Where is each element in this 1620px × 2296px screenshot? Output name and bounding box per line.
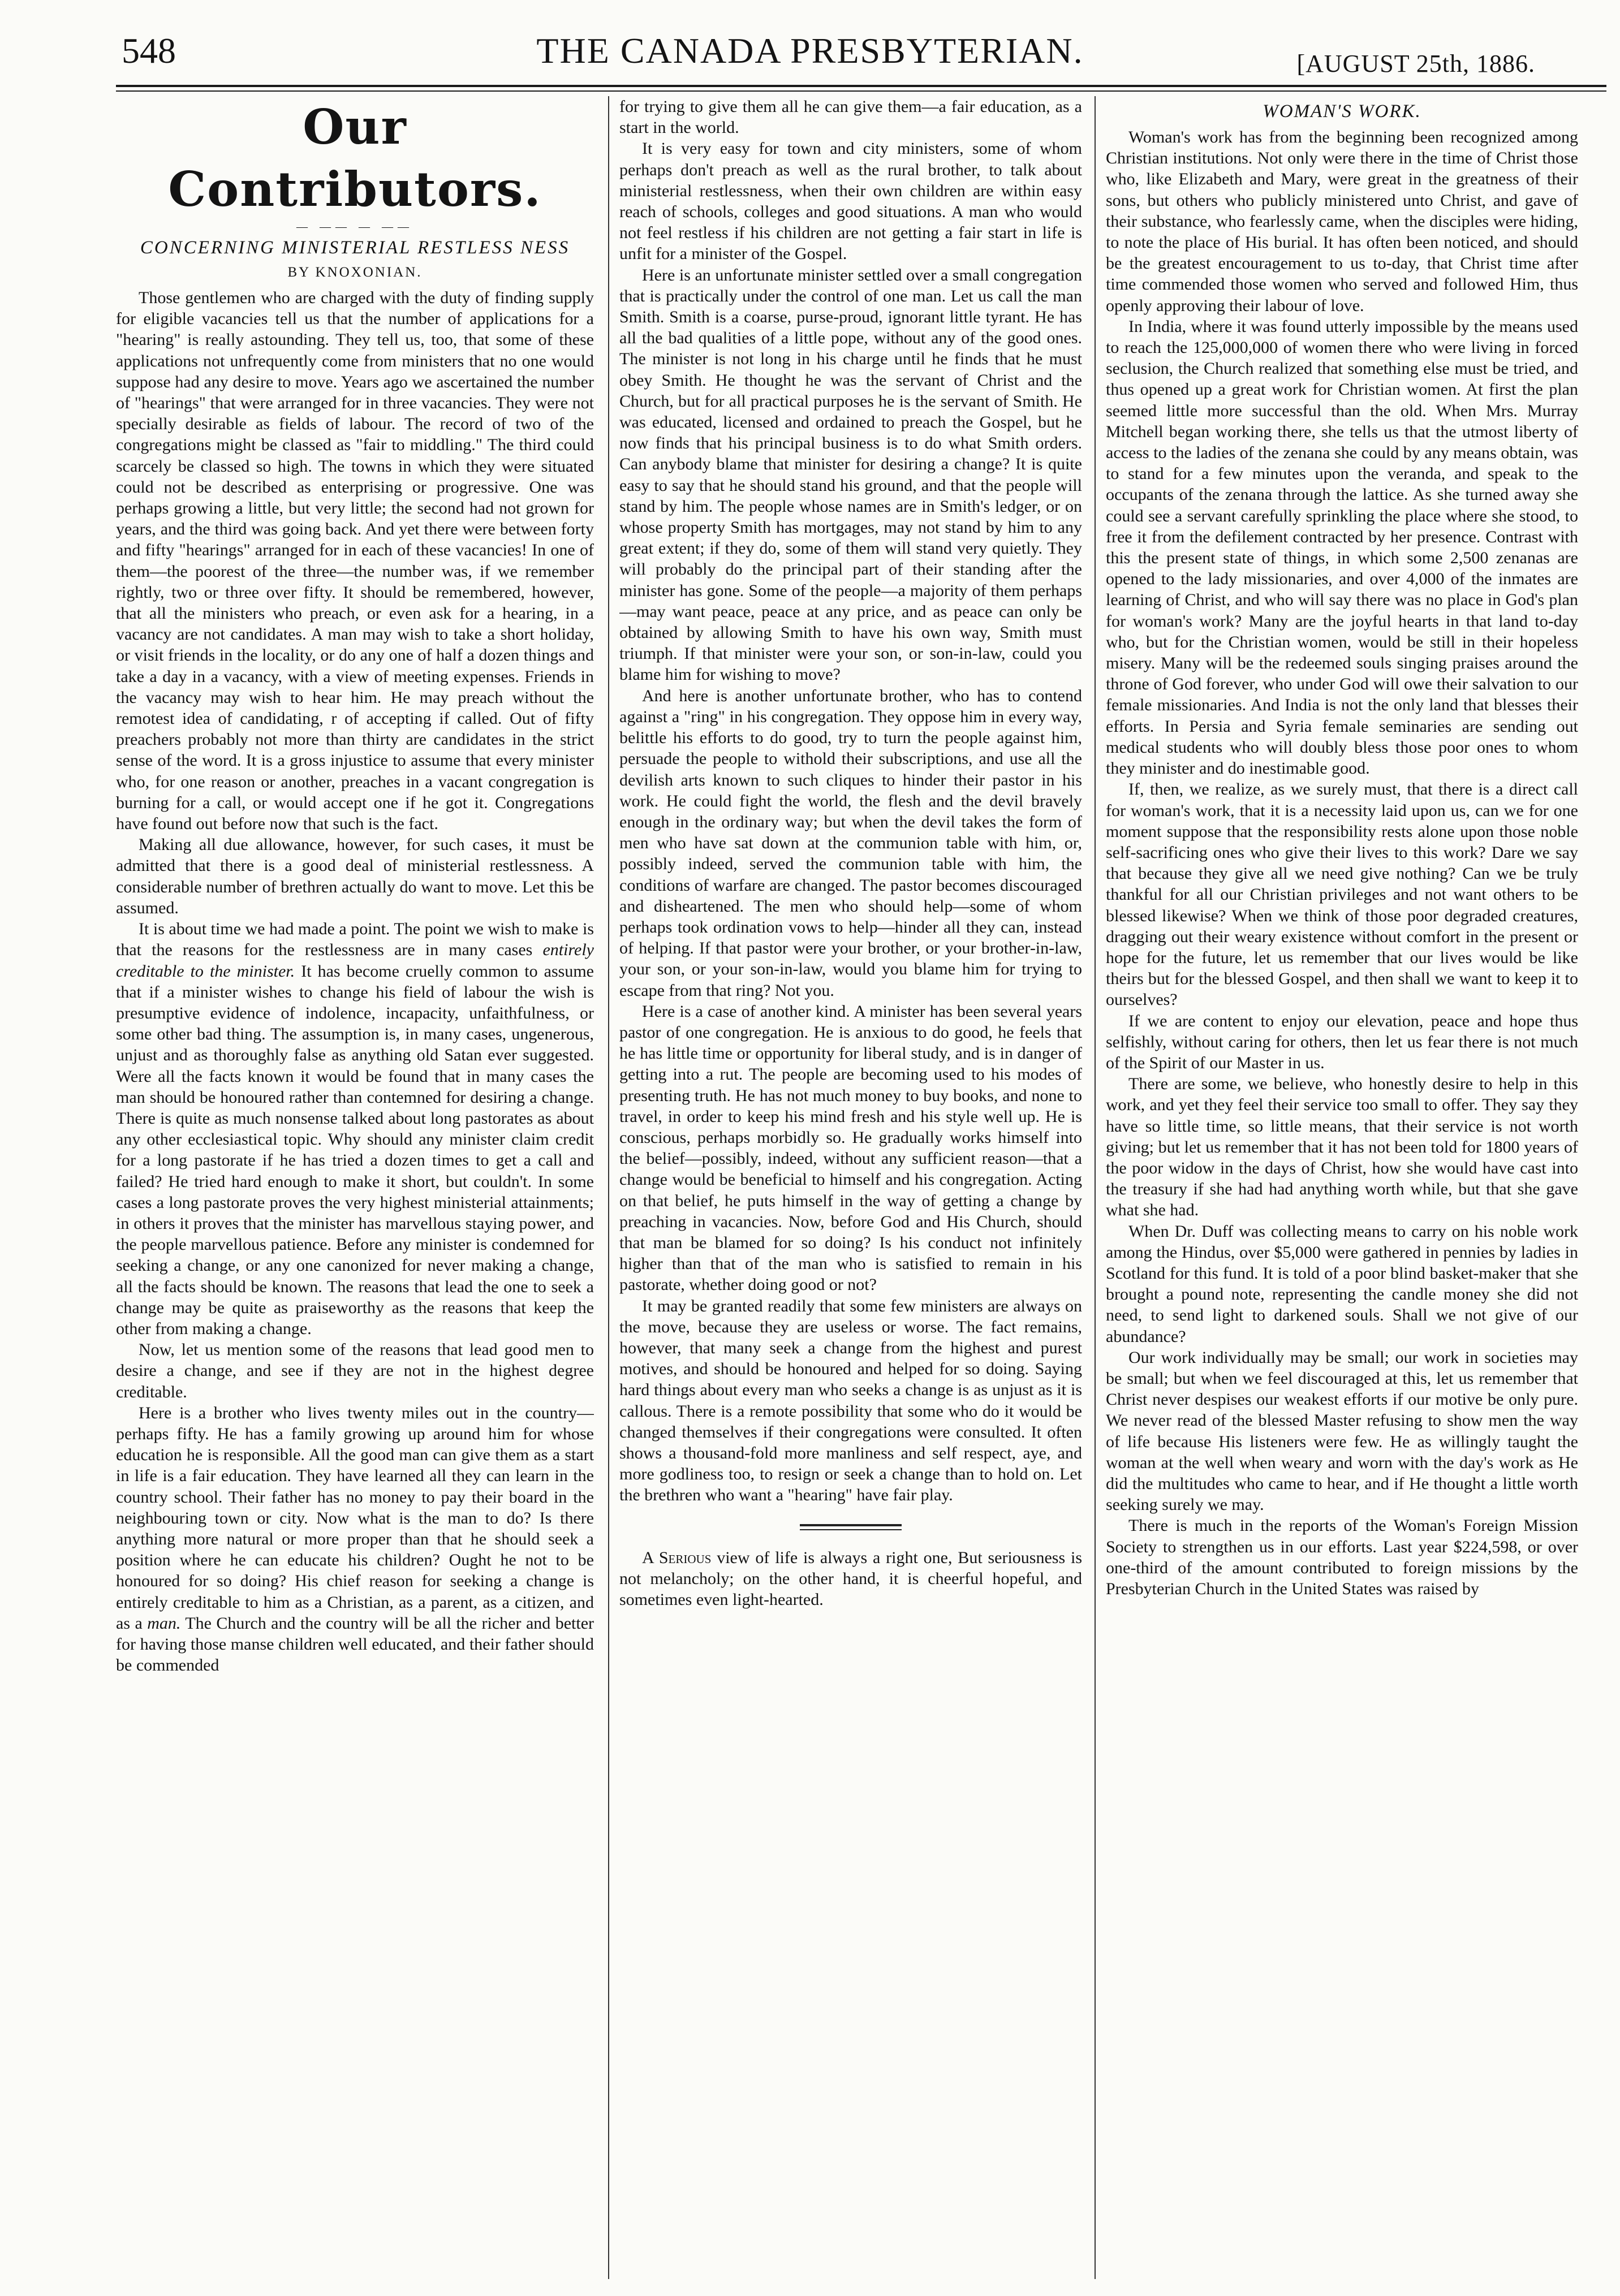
- article-title: WOMAN'S WORK.: [1263, 101, 1421, 122]
- italic-word: man.: [147, 1613, 181, 1633]
- paragraph: It may be granted readily that some few ministers are always on the move, because they are useless or worse. The fact remains, however, that many seek a change from the highest and purest motives, and should be honoured and helped for so doing. Saying hard things about every man who seeks a change is as unjust as it is callous. There is a remote possibility that some who do it would be changed themselves if their congregations were consulted. It often shows a thousand-fold more manliness and self respect, aye, and more godliness too, to resign or seek a change than to hold on. Let the brethren who want a "hearing" have fair play.: [619, 1296, 1082, 1505]
- paragraph: If, then, we realize, as we surely must, that there is a direct call for woman's work, that it is a necessity laid upon us, can we for one moment suppose that the responsibility rests alone upon those noble self-sacrificing ones who give their lives to this work? Dare we say that because they give all we need give nothing? Can we be truly thankful for all our Christian privileges and not want others to be blessed likewise? When we think of those poor degraded creatures, dragging out their weary existence without comfort in the present or hope for the future, let us remember that our lives would be like theirs but for the blessed Gospel, and then shall we want to keep it to ourselves?: [1106, 780, 1578, 1009]
- paragraph-text: view of life is always a right one, But seriousness is not melancholy; on the other hand, it is cheerful hopeful, and sometimes even light-hearted.: [619, 1548, 1082, 1609]
- column-1: [116, 96, 594, 2279]
- column-2: [619, 96, 1082, 2279]
- paragraph-text: It has become cruelly common to assume that if a minister wishes to change his field of labour the wish is presumptive evidence of indolence, incapacity, unfaithfulness, or some other bad thing. The assumption is, in many cases, ungenerous, unjust and as thoroughly false as anything old Satan ever suggested. Were all the facts known it would be found that in many cases the man should be honoured rather than contemned for desiring a change. There is quite as much nonsense talked about long pastorates as about any other ecclesiastical topic. Why should any minister claim credit for a long pastorate if he has tried a dozen times to get a call and failed? He tried hard enough to make it short, but couldn't. In some cases a long pastorate proves the very highest ministerial attainments; in others it proves that the minister has marvellous staying power, and the people marvellous patience. Before any minister is condemned for seeking a change, or any one canonized for never making a change, all the facts should be known. The reasons that lead the one to seek a change may be quite as praiseworthy as the reasons that keep the other from making a change.: [116, 961, 594, 1338]
- paragraph: Our work individually may be small; our work in societies may be small; but when we feel discouraged at this, let us remember that Christ never despises our weakest efforts if our motive be only pure. We never read of the blessed Master refusing to show men the way of life because His listeners were few. He as willingly taught the woman at the well when weary and worn with the day's work as He did the multitudes who came to hear, and if He thought a little worth seeking surely we may.: [1106, 1348, 1578, 1514]
- paragraph: Making all due allowance, however, for such cases, it must be admitted that there is a good deal of ministerial restlessness. A considerable number of brethren actually do want to move. Let this be assumed.: [116, 835, 594, 917]
- paragraph: If we are content to enjoy our elevation, peace and hope thus selfishly, without caring for others, then let us fear there is not much of the Spirit of our Master in us.: [1106, 1011, 1578, 1072]
- column-divider: [1095, 96, 1096, 2279]
- paragraph: for trying to give them all he can give them—a fair education, as a start in the world.: [619, 97, 1082, 137]
- section-title: Our Contributors.: [168, 99, 542, 217]
- article-title: CONCERNING MINISTERIAL RESTLESS NESS: [140, 238, 570, 258]
- paragraph-text: The Church and the country will be all the richer and better for having those manse children well educated, and their father should be commended: [116, 1613, 594, 1675]
- paragraph: [116, 918, 594, 1339]
- paragraph: Those gentlemen who are charged with the duty of finding supply for eligible vacancies tell us that the number of applications for a "hearing" is really astounding. They tell us, too, that some of these applications not unfrequently come from ministers that no one would suppose had any desire to move. Years ago we ascertained the number of "hearings" that were arranged for in three vacancies. They were not specially desirable as fields of labour. The record of two of the congregations might be classed as "fair to middling." The third could scarcely be classed so high. The towns in which they were situated could not be described as enterprising or progressive. One was perhaps growing a little, but very little; the second had not grown for years, and the third was going back. And yet there were between forty and fifty "hearings" arranged for in each of these vacancies! In one of them—the poorest of the three—the number was, if we remember rightly, two or three over fifty. It should be remembered, however, that all the ministers who preach, or even ask for a hearing, in a vacancy are not candidates. A man may wish to take a short holiday, or visit friends in the locality, or do any one of half a dozen things and take a day in a vacancy, with a view of meeting expenses. Friends in the vacancy may wish to hear him. He may preach without the remotest idea of candidating, r of accepting if called. Out of fifty preachers probably not more than thirty are candidates in the strict sense of the word. It is a gross injustice to assume that every minister who, for one reason or another, preaches in a vacant congregation is burning for a call, or would accept one if he got it. Congregations have found out before now that such is the fact.: [116, 288, 594, 834]
- paragraph-text: It is about time we had made a point. The point we wish to make is that the reasons for the restlessness are in many cases: [116, 920, 594, 960]
- byline: BY KNOXONIAN.: [287, 265, 423, 280]
- ornamental-divider: [800, 1524, 902, 1530]
- paragraph: There is much in the reports of the Woman's Foreign Mission Society to strengthen us in our efforts. Last year $224,598, or over one-third of the amount contributed to foreign missions by the Presbyterian Church in the United States was raised by: [1106, 1516, 1578, 1599]
- column-3: [1106, 96, 1578, 2279]
- closing-paragraph: [619, 1547, 1082, 1611]
- paragraph: [116, 1402, 594, 1676]
- lead-words: A Serious: [642, 1548, 712, 1567]
- page-number: 548: [122, 31, 176, 71]
- paragraph: In India, where it was found utterly impossible by the means used to reach the 125,000,000 of women there who were living in forced seclusion, the Church realized that something else must be tried, and thus opened up a great work for Christian women. At first the plan seemed little more successful than the old. When Mrs. Murray Mitchell began working there, she tells us that the utmost liberty of access to the ladies of the zenana she could by any means obtain, was to stand for a few minutes upon the veranda, and speak to the occupants of the zenana through the lattice. As she turned away she could see a servant carefully sprinkling the place where she stood, to free it from the defilement contracted by her presence. Contrast with this the present state of things, in which some 2,500 zenanas are opened to the lady missionaries, and over 4,000 of the inmates are learning of Christ, and who will say there was no place in God's plan for woman's work? Many are the joyful hearts in that land to-day who, but for the Christian women, would be still in their hopeless misery. Many will be the redeemed souls singing praises around the throne of God forever, who under God will owe their salvation to our female missionaries. And India is not the only land that blesses their efforts. In Persia and Syria female seminaries are sending out medical students who will doubly bless those poor ones to whom they minister and do inestimable good.: [1106, 317, 1578, 778]
- paragraph-text: Here is a brother who lives twenty miles out in the country—perhaps fifty. He has a family growing up around him for whose education he is responsible. All the good man can give them as a start in life is a fair education. They have learned all they can learn in the country school. Their father has no money to pay their board in the neighbouring town or city. Now what is the man to do? Is there anything more natural or more proper than that he should seek a position where he can educate his children? Ought he not to be honoured for so doing? His chief reason for seeking a change is entirely creditable to him as a Christian, as a parent, as a citizen, and as a: [116, 1403, 594, 1633]
- paragraph: It is very easy for town and city ministers, some of whom perhaps don't preach as well as the rural brother, to talk about ministerial restlessness, when their own children are within easy reach of schools, colleges and good situations. A man who would not feel restless if his children are not getting a fair start in life is unfit for a minister of the Gospel.: [619, 139, 1082, 264]
- header-rule-thin: [116, 90, 1606, 92]
- header-rule-thick: [116, 85, 1606, 87]
- paragraph: When Dr. Duff was collecting means to carry on his noble work among the Hindus, over $5,000 were gathered in pennies by ladies in Scotland for this fund. It is told of a poor blind basket-maker that she brought a pound note, representing the candle money she did not need, to send light to darkened souls. Shall we not give of our abundance?: [1106, 1222, 1578, 1346]
- italic-phrase: entirely creditable to the minister.: [116, 940, 594, 981]
- publication-title: THE CANADA PRESBYTERIAN.: [536, 31, 1084, 71]
- paragraph: Woman's work has from the beginning been recognized among Christian institutions. Not only were there in the time of Christ those who, like Elizabeth and Mary, were great in the greatness of their sons, but others who publicly ministered unto Christ, and gave of their substance, who fearlessly came, when the disciples were hiding, to note the place of His burial. It has often been noticed, and should be the greatest encouragement to us to-day, that Christ time after time commended those women who served and followed Him, thus openly approving their labour of love.: [1106, 128, 1578, 315]
- paragraph: There are some, we believe, who honestly desire to help in this work, and yet they feel their service too small to offer. They say they have so little time, so little means, that their service is not worth giving; but let us remember that it has not been told for 1800 years of the poor widow in the days of Christ, how she would have cast into the treasury if she had had anything worth while, but that she gave what she had.: [1106, 1074, 1578, 1220]
- paragraph: And here is another unfortunate brother, who has to contend against a "ring" in his congregation. They oppose him in every way, belittle his efforts to do good, try to turn the people against him, persuade the people to withold their subscriptions, and use all the devilish arts known to such cliques to hinder their pastor in his work. He could fight the world, the flesh and the devil bravely enough in the ordinary way; but when the devil takes the form of men who have sat down at the communion table with him, or, possibly indeed, served the communion table with him, the conditions of warfare are changed. The pastor becomes discouraged and disheartened. The men who should help—some of whom perhaps took ordination vows to help—hinder all they can, instead of helping. If that pastor were your brother, or your brother-in-law, your son, or your son-in-law, would you blame him for trying to escape from that ring? Not you.: [619, 686, 1082, 1000]
- paragraph: Now, let us mention some of the reasons that lead good men to desire a change, and see if they are not in the highest degree creditable.: [116, 1340, 594, 1401]
- issue-date: [AUGUST 25th, 1886.: [1296, 50, 1535, 77]
- paragraph: Here is a case of another kind. A minister has been several years pastor of one congregation. He is anxious to do good, he feels that he has little time or opportunity for liberal study, and is in danger of getting into a rut. The people are becoming used to his modes of presenting truth. He has not much money to buy books, and none to travel, in order to keep his mind fresh and his style well up. He is conscious, perhaps morbidly so. He gradually works himself into the belief—possibly, indeed, without any sufficient reason—that a change would be beneficial to himself and his congregation. Acting on that belief, he puts himself in the way of getting a change by preaching in vacancies. Now, before God and His Church, should that man be blamed for so doing? Is his conduct not infinitely higher than that of the man who is satisfied to remain in his pastorate, whether doing good or not?: [619, 1002, 1082, 1294]
- paragraph: Here is an unfortunate minister settled over a small congregation that is practically under the control of one man. Let us call the man Smith. Smith is a coarse, purse-proud, ignorant little tyrant. He has all the bad qualities of a little pope, without any of the good ones. The minister is not long in his charge until he finds that he must obey Smith. He thought he was the servant of Christ and the Church, but for all practical purposes he is the servant of Smith. He was educated, licensed and ordained to preach the Gospel, but he now finds that his principal business is to do what Smith orders. Can anybody blame that minister for desiring a change? It is quite easy to say that he should stand his ground, and that the people will stand by him. The people whose names are in Smith's ledger, or on whose property Smith has mortgages, may not stand by him to any great extent; if they do, some of them will stand very quietly. They will probably do the principal part of their standing after the minister has gone. Some of the people—a majority of them perhaps—may want peace, peace at any price, and as peace can only be obtained by allowing Smith to have his own way, Smith must triumph. If that minister were your son, or son-in-law, could you blame him for wishing to move?: [619, 265, 1082, 684]
- column-divider: [608, 96, 609, 2279]
- title-rule: — —— — ——: [296, 221, 413, 233]
